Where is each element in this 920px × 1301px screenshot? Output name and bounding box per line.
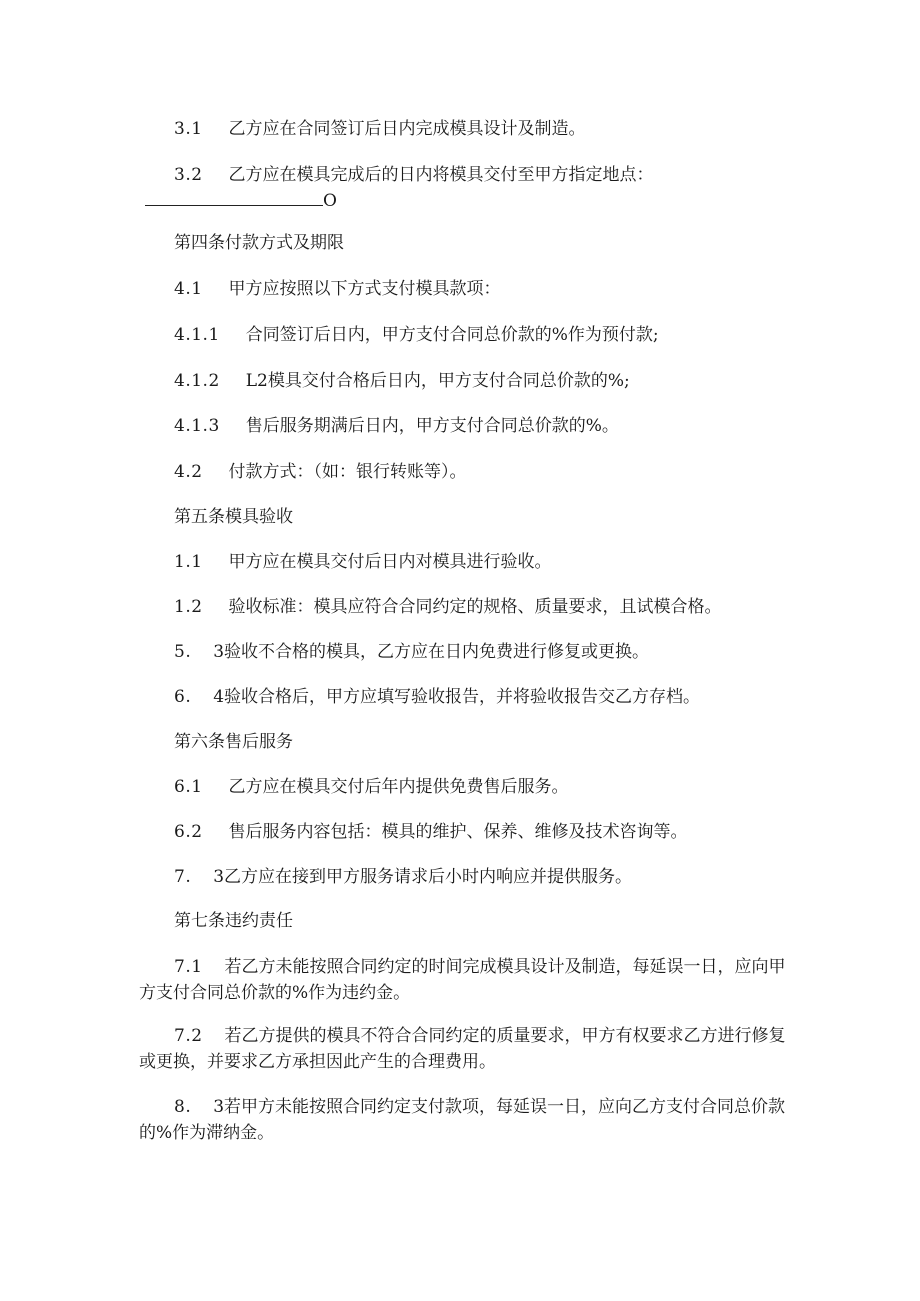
clause-text-continued: 的%作为滞纳金。 bbox=[139, 1123, 275, 1143]
clause-4-1-2 bbox=[174, 370, 630, 392]
clause-number: 8. bbox=[174, 1097, 192, 1117]
clause-text: 付款方式：（如：银行转账等）。 bbox=[228, 462, 467, 482]
clause-text: 3若甲方未能按照合同约定支付款项，每延误一日，应向乙方支付合同总价款 bbox=[213, 1097, 786, 1117]
clause-number: 1.1 bbox=[174, 552, 203, 572]
clause-number: 4.1.2 bbox=[174, 371, 220, 391]
clause-text: 若乙方未能按照合同约定的时间完成模具设计及制造，每延误一日，应向甲 bbox=[224, 957, 786, 977]
clause-text: 若乙方提供的模具不符合合同约定的质量要求，甲方有权要求乙方进行修复 bbox=[224, 1026, 786, 1046]
fill-in-blank bbox=[145, 188, 323, 206]
clause-number: 4.1.3 bbox=[174, 416, 220, 436]
clause-number: 5. bbox=[174, 642, 192, 662]
clause-number: 7.1 bbox=[174, 957, 203, 977]
clause-text: 乙方应在模具完成后的日内将模具交付至甲方指定地点： bbox=[228, 165, 654, 185]
clause-7-3 bbox=[174, 1096, 785, 1118]
clause-text: 乙方应在合同签订后日内完成模具设计及制造。 bbox=[228, 119, 586, 139]
clause-text: 甲方应按照以下方式支付模具款项： bbox=[228, 279, 501, 299]
clause-text: 4验收合格后，甲方应填写验收报告，并将验收报告交乙方存档。 bbox=[213, 687, 701, 707]
clause-7-2-continued bbox=[139, 1051, 496, 1073]
clause-5-3 bbox=[174, 641, 649, 663]
clause-text: 合同签订后日内，甲方支付合同总价款的%作为预付款; bbox=[245, 325, 659, 345]
clause-text: 甲方应在模具交付后日内对模具进行验收。 bbox=[228, 552, 552, 572]
clause-text: 3乙方应在接到甲方服务请求后小时内响应并提供服务。 bbox=[213, 867, 633, 887]
clause-text: 售后服务期满后日内，甲方支付合同总价款的%。 bbox=[245, 416, 619, 436]
clause-3-2 bbox=[174, 164, 654, 186]
clause-text: 售后服务内容包括：模具的维护、保养、维修及技术咨询等。 bbox=[228, 822, 688, 842]
clause-6-1 bbox=[174, 776, 569, 798]
clause-3-1 bbox=[174, 118, 586, 140]
clause-number: 6.2 bbox=[174, 822, 203, 842]
clause-number: 7. bbox=[174, 867, 192, 887]
clause-text: L2模具交付合格后日内，甲方支付合同总价款的%; bbox=[245, 371, 630, 391]
clause-number: 1.2 bbox=[174, 597, 203, 617]
clause-4-1-3 bbox=[174, 415, 619, 437]
clause-4-1 bbox=[174, 278, 501, 300]
clause-5-2 bbox=[174, 596, 722, 618]
clause-text-continued: 方支付合同总价款的%作为违约金。 bbox=[139, 983, 411, 1003]
section-heading-4 bbox=[174, 232, 344, 254]
clause-number: 3.1 bbox=[174, 119, 203, 139]
clause-number: 6. bbox=[174, 687, 192, 707]
clause-number: 4.1 bbox=[174, 279, 203, 299]
section-heading: 第七条违约责任 bbox=[174, 911, 293, 931]
clause-number: 7.2 bbox=[174, 1026, 203, 1046]
clause-text: 乙方应在模具交付后年内提供免费售后服务。 bbox=[228, 777, 569, 797]
section-heading: 第四条付款方式及期限 bbox=[174, 233, 344, 253]
clause-6-2 bbox=[174, 821, 688, 843]
section-heading: 第五条模具验收 bbox=[174, 507, 293, 527]
clause-text-continued: 或更换，并要求乙方承担因此产生的合理费用。 bbox=[139, 1052, 496, 1072]
clause-7-2 bbox=[174, 1025, 786, 1047]
location-blank-line bbox=[145, 188, 337, 212]
clause-text: 3验收不合格的模具，乙方应在日内免费进行修复或更换。 bbox=[213, 642, 650, 662]
clause-number: 4.2 bbox=[174, 462, 203, 482]
section-heading-5 bbox=[174, 506, 293, 528]
clause-4-1-1 bbox=[174, 324, 659, 346]
section-heading-7 bbox=[174, 910, 293, 932]
clause-7-1 bbox=[174, 956, 786, 978]
clause-number: 3.2 bbox=[174, 165, 203, 185]
clause-4-2 bbox=[174, 461, 467, 483]
clause-5-1 bbox=[174, 551, 552, 573]
section-heading: 第六条售后服务 bbox=[174, 732, 293, 752]
clause-7-3-continued bbox=[139, 1122, 274, 1144]
clause-number: 4.1.1 bbox=[174, 325, 220, 345]
section-heading-6 bbox=[174, 731, 293, 753]
clause-6-3 bbox=[174, 866, 632, 888]
clause-5-4 bbox=[174, 686, 700, 708]
blank-suffix: O bbox=[323, 191, 337, 211]
clause-number: 6.1 bbox=[174, 777, 203, 797]
clause-text: 验收标准：模具应符合合同约定的规格、质量要求，且试模合格。 bbox=[228, 597, 722, 617]
clause-7-1-continued bbox=[139, 982, 410, 1004]
